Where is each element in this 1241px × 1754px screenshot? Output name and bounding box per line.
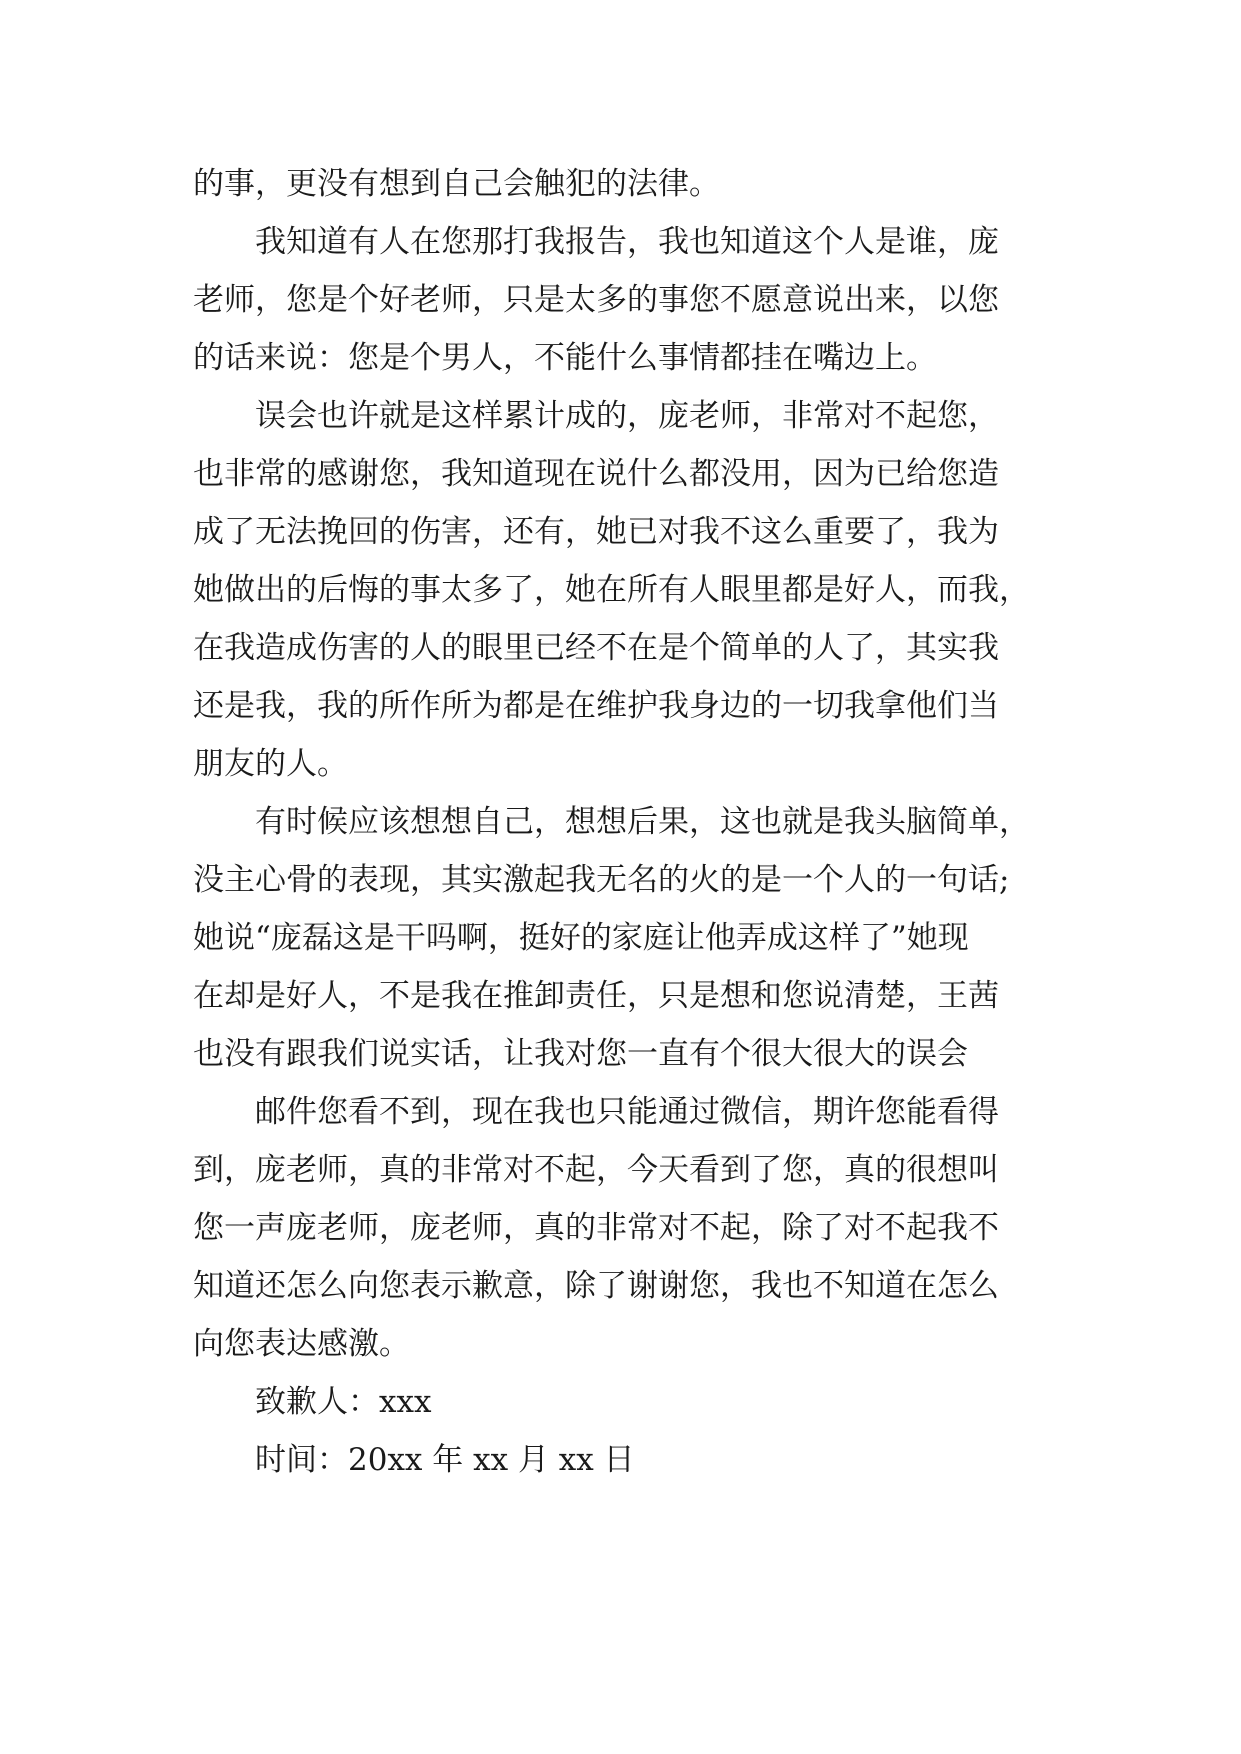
text-line: 知道还怎么向您表示歉意，除了谢谢您，我也不知道在怎么 bbox=[193, 1268, 999, 1304]
text-line: 在我造成伤害的人的眼里已经不在是个简单的人了，其实我 bbox=[193, 630, 999, 666]
text-line: 她做出的后悔的事太多了，她在所有人眼里都是好人，而我， bbox=[193, 572, 1030, 608]
apologizer-signature: 致歉人：xxx bbox=[255, 1384, 432, 1420]
text-line: 在却是好人，不是我在推卸责任，只是想和您说清楚，王茜 bbox=[193, 978, 999, 1014]
paragraph-start-line: 有时候应该想想自己，想想后果，这也就是我头脑简单， bbox=[255, 804, 1030, 840]
text-line: 成了无法挽回的伤害，还有，她已对我不这么重要了，我为 bbox=[193, 514, 999, 550]
text-line: 也非常的感谢您，我知道现在说什么都没用，因为已给您造 bbox=[193, 456, 999, 492]
text-line: 也没有跟我们说实话，让我对您一直有个很大很大的误会 bbox=[193, 1036, 968, 1072]
text-line: 您一声庞老师，庞老师，真的非常对不起，除了对不起我不 bbox=[193, 1210, 999, 1246]
text-line: 没主心骨的表现，其实激起我无名的火的是一个人的一句话; bbox=[193, 862, 1010, 898]
text-line: 到，庞老师，真的非常对不起，今天看到了您，真的很想叫 bbox=[193, 1152, 999, 1188]
paragraph-start-line: 邮件您看不到，现在我也只能通过微信，期许您能看得 bbox=[255, 1094, 999, 1130]
paragraph-start-line: 误会也许就是这样累计成的，庞老师，非常对不起您， bbox=[255, 398, 999, 434]
signature-date: 时间：20xx 年 xx 月 xx 日 bbox=[255, 1442, 635, 1478]
text-line: 的话来说：您是个男人，不能什么事情都挂在嘴边上。 bbox=[193, 340, 937, 376]
text-line: 向您表达感激。 bbox=[193, 1326, 410, 1362]
text-line: 朋友的人。 bbox=[193, 746, 348, 782]
text-line: 的事，更没有想到自己会触犯的法律。 bbox=[193, 166, 720, 202]
letter-body bbox=[193, 155, 1055, 1489]
paragraph-start-line: 我知道有人在您那打我报告，我也知道这个人是谁，庞 bbox=[255, 224, 999, 260]
text-line: 老师，您是个好老师，只是太多的事您不愿意说出来，以您 bbox=[193, 282, 999, 318]
text-line: 她说“庞磊这是干吗啊，挺好的家庭让他弄成这样了”她现 bbox=[193, 920, 969, 956]
text-line: 还是我，我的所作所为都是在维护我身边的一切我拿他们当 bbox=[193, 688, 999, 724]
